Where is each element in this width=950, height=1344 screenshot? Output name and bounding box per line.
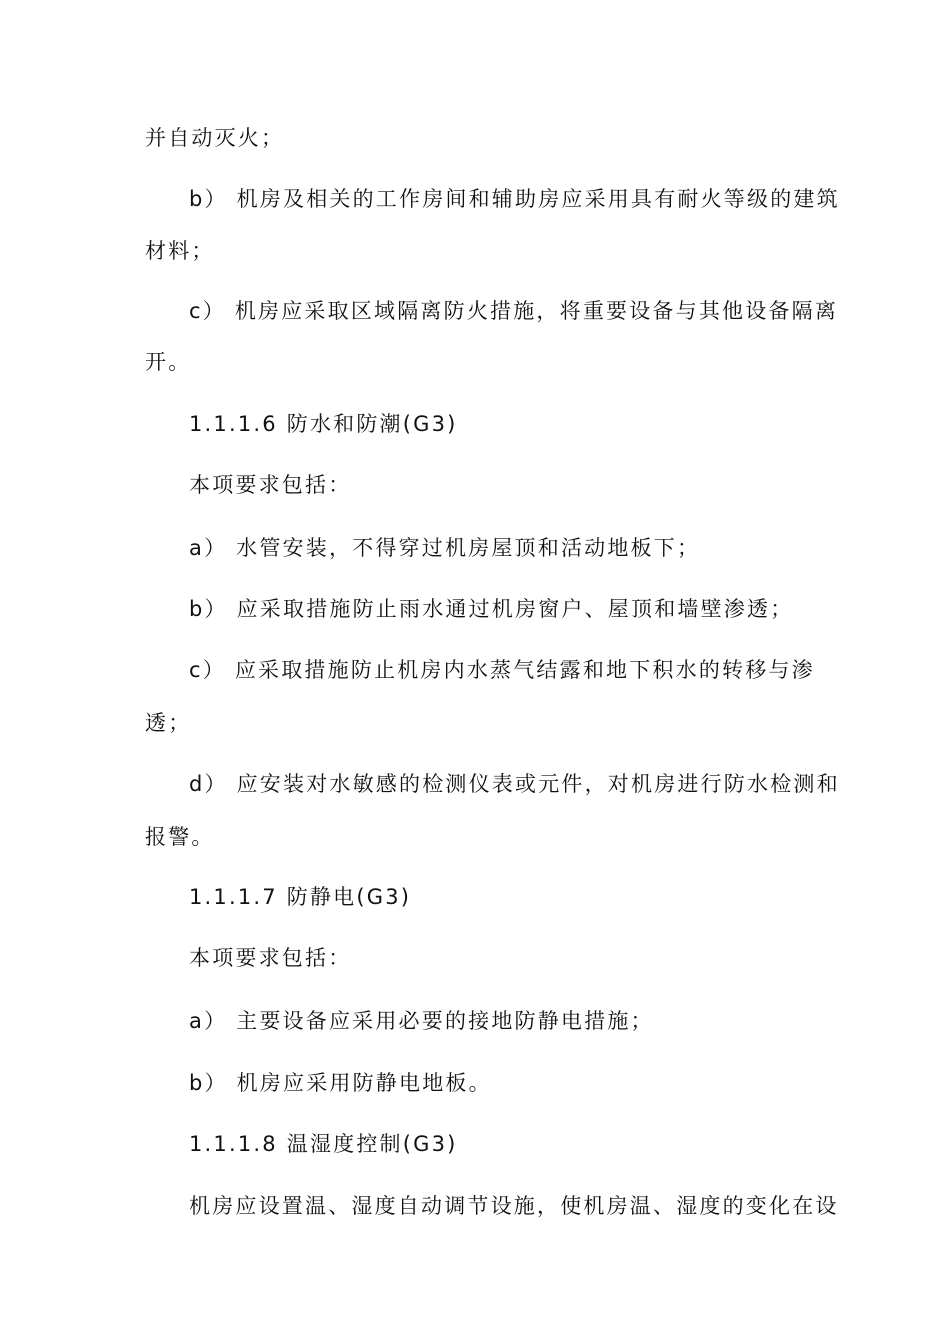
list-item-line: c） 机房应采取区域隔离防火措施，将重要设备与其他设备隔离	[189, 299, 839, 323]
paragraph-line: 并自动灭火；	[145, 126, 285, 150]
paragraph-line: 报警。	[145, 825, 215, 849]
list-item-line: b） 机房及相关的工作房间和辅助房应采用具有耐火等级的建筑	[189, 187, 840, 211]
paragraph-line: 机房应设置温、湿度自动调节设施，使机房温、湿度的变化在设	[189, 1194, 839, 1218]
intro-line: 本项要求包括：	[189, 946, 352, 970]
list-item-line: c） 应采取措施防止机房内水蒸气结露和地下积水的转移与渗	[189, 658, 815, 682]
paragraph-line: 开。	[145, 350, 192, 374]
paragraph-line: 材料；	[145, 239, 215, 263]
section-heading: 1.1.1.7 防静电(G3)	[189, 885, 412, 909]
list-item-line: b） 应采取措施防止雨水通过机房窗户、屋顶和墙壁渗透；	[189, 597, 794, 621]
list-item-line: b） 机房应采用防静电地板。	[189, 1071, 492, 1095]
section-heading: 1.1.1.8 温湿度控制(G3)	[189, 1132, 458, 1156]
section-heading: 1.1.1.6 防水和防潮(G3)	[189, 412, 458, 436]
list-item-line: a） 水管安装，不得穿过机房屋顶和活动地板下；	[189, 536, 701, 560]
list-item-line: d） 应安装对水敏感的检测仪表或元件，对机房进行防水检测和	[189, 772, 840, 796]
list-item-line: a） 主要设备应采用必要的接地防静电措施；	[189, 1009, 654, 1033]
intro-line: 本项要求包括：	[189, 473, 352, 497]
paragraph-line: 透；	[145, 711, 192, 735]
